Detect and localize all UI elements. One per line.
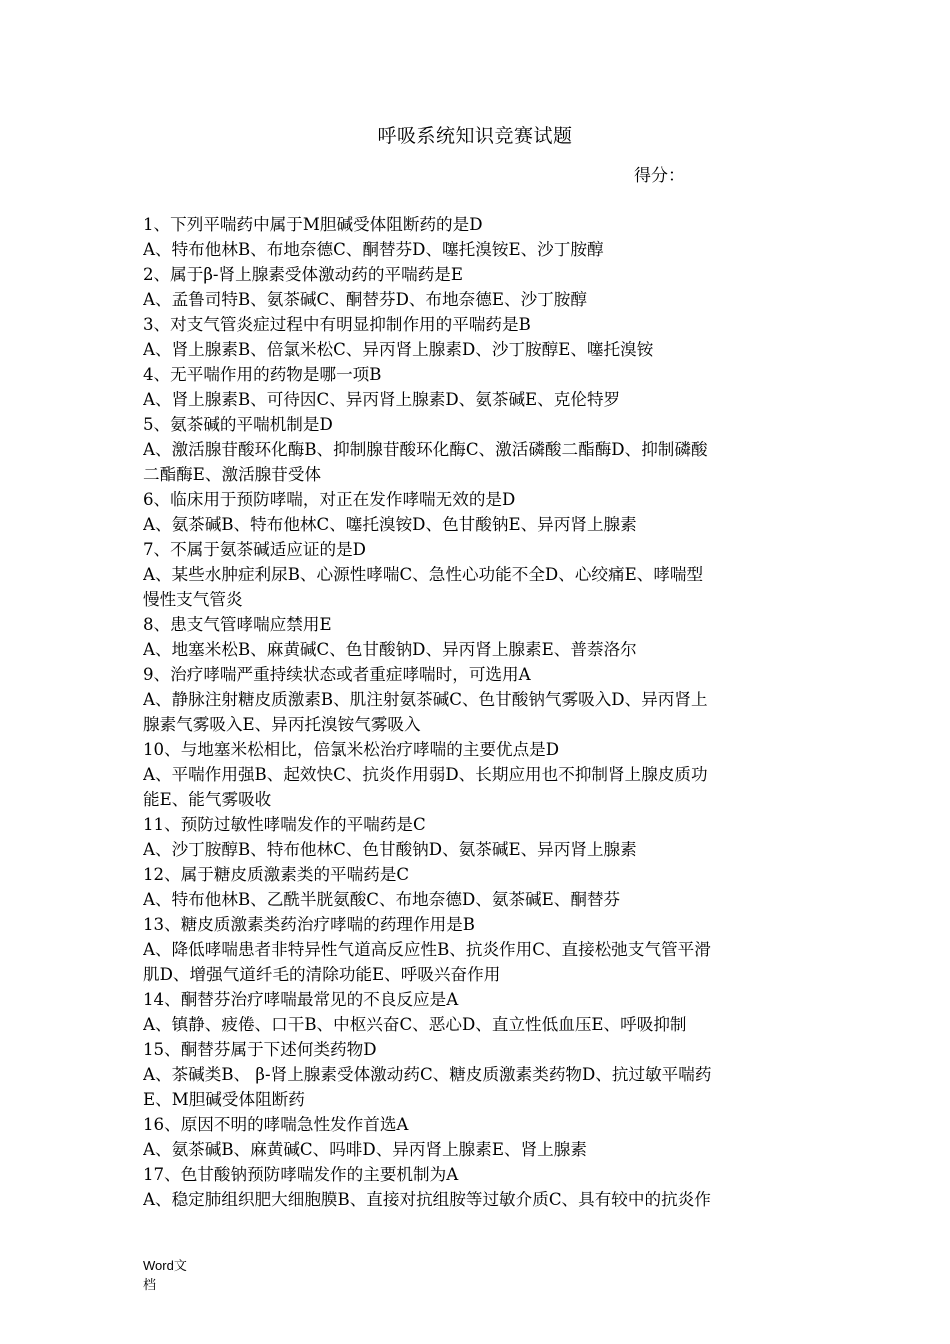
page-title: 呼吸系统知识竞赛试题 <box>377 125 573 147</box>
text-line: 12、属于糖皮质激素类的平喘药是C <box>143 865 410 884</box>
text-line: 11、预防过敏性哮喘发作的平喘药是C <box>143 815 426 834</box>
text-line: E、M胆碱受体阻断药 <box>143 1090 305 1109</box>
text-line: A、沙丁胺醇B、特布他林C、色甘酸钠D、氨茶碱E、异丙肾上腺素 <box>143 840 637 859</box>
text-line: 腺素气雾吸入E、异丙托溴铵气雾吸入 <box>143 715 421 734</box>
text-line: 4、无平喘作用的药物是哪一项B <box>143 365 382 384</box>
text-line: 9、治疗哮喘严重持续状态或者重症哮喘时，可选用A <box>143 665 531 684</box>
text-line: 1、下列平喘药中属于M胆碱受体阻断药的是D <box>143 215 483 234</box>
text-line: A、镇静、疲倦、口干B、中枢兴奋C、恶心D、直立性低血压E、呼吸抑制 <box>143 1015 687 1034</box>
text-line: 6、临床用于预防哮喘，对正在发作哮喘无效的是D <box>143 490 516 509</box>
text-line: A、稳定肺组织肥大细胞膜B、直接对抗组胺等过敏介质C、具有较中的抗炎作 <box>143 1190 711 1209</box>
text-line: A、降低哮喘患者非特异性气道高反应性B、抗炎作用C、直接松弛支气管平滑 <box>143 940 711 959</box>
text-line: A、肾上腺素B、倍氯米松C、异丙肾上腺素D、沙丁胺醇E、噻托溴铵 <box>143 340 654 359</box>
text-line: 肌D、增强气道纤毛的清除功能E、呼吸兴奋作用 <box>143 965 501 984</box>
text-line: A、平喘作用强B、起效快C、抗炎作用弱D、长期应用也不抑制肾上腺皮质功 <box>143 765 708 784</box>
text-line: 17、色甘酸钠预防哮喘发作的主要机制为A <box>143 1165 459 1184</box>
text-line: 3、对支气管炎症过程中有明显抑制作用的平喘药是B <box>143 315 531 334</box>
score-label: 得分： <box>634 166 685 186</box>
text-line: 8、患支气管哮喘应禁用E <box>143 615 332 634</box>
text-line: 慢性支气管炎 <box>143 590 243 609</box>
footer-line-1: Word文 <box>143 1258 187 1273</box>
text-line: 15、酮替芬属于下述何类药物D <box>143 1040 377 1059</box>
text-line: 14、酮替芬治疗哮喘最常见的不良反应是A <box>143 990 459 1009</box>
text-line: A、肾上腺素B、可待因C、异丙肾上腺素D、氨茶碱E、克伦特罗 <box>143 390 621 409</box>
footer-line-2: 档 <box>143 1277 157 1292</box>
footer-label <box>143 1256 213 1294</box>
text-line: 10、与地塞米松相比，倍氯米松治疗哮喘的主要优点是D <box>143 740 560 759</box>
text-line: 7、不属于氨茶碱适应证的是D <box>143 540 366 559</box>
text-line: A、孟鲁司特B、氨茶碱C、酮替芬D、布地奈德E、沙丁胺醇 <box>143 290 587 309</box>
text-line: A、某些水肿症利尿B、心源性哮喘C、急性心功能不全D、心绞痛E、哮喘型 <box>143 565 704 584</box>
text-line: 16、原因不明的哮喘急性发作首选A <box>143 1115 409 1134</box>
text-line: A、地塞米松B、麻黄碱C、色甘酸钠D、异丙肾上腺素E、普萘洛尔 <box>143 640 637 659</box>
text-line: A、氨茶碱B、麻黄碱C、吗啡D、异丙肾上腺素E、肾上腺素 <box>143 1140 587 1159</box>
text-line: 5、氨茶碱的平喘机制是D <box>143 415 333 434</box>
text-line: 二酯酶E、激活腺苷受体 <box>143 465 322 484</box>
text-line: 13、糖皮质激素类药治疗哮喘的药理作用是B <box>143 915 475 934</box>
text-line: A、激活腺苷酸环化酶B、抑制腺苷酸环化酶C、激活磷酸二酯酶D、抑制磷酸 <box>143 440 708 459</box>
text-line: A、特布他林B、布地奈德C、酮替芬D、噻托溴铵E、沙丁胺醇 <box>143 240 604 259</box>
text-line: A、静脉注射糖皮质激素B、肌注射氨茶碱C、色甘酸钠气雾吸入D、异丙肾上 <box>143 690 708 709</box>
text-line: A、茶碱类B、 β-肾上腺素受体激动药C、糖皮质激素类药物D、抗过敏平喘药 <box>143 1065 712 1084</box>
text-line: A、氨茶碱B、特布他林C、噻托溴铵D、色甘酸钠E、异丙肾上腺素 <box>143 515 637 534</box>
text-line: A、特布他林B、乙酰半胱氨酸C、布地奈德D、氨茶碱E、酮替芬 <box>143 890 621 909</box>
text-line: 2、属于β-肾上腺素受体激动药的平喘药是E <box>143 265 463 284</box>
text-line: 能E、能气雾吸收 <box>143 790 272 809</box>
question-list <box>143 212 808 1212</box>
